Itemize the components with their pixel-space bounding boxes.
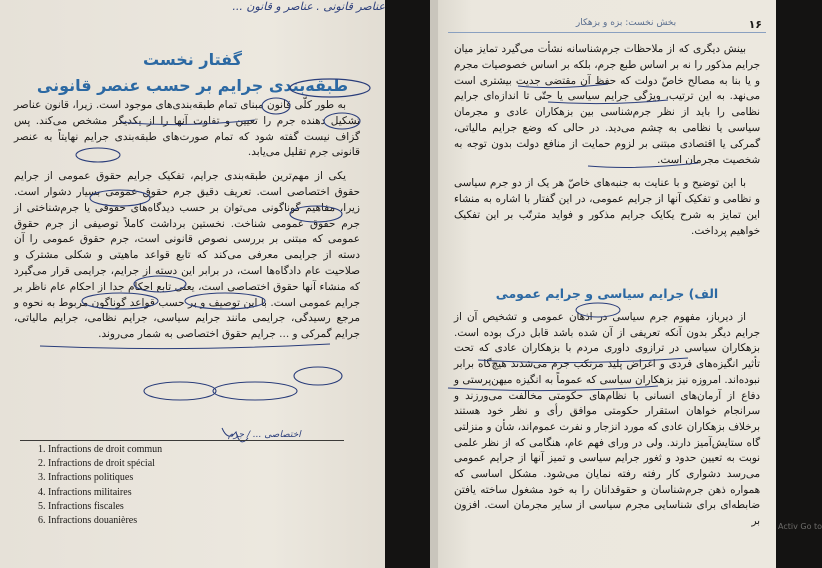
- right-body-text-bottom: [454, 310, 760, 530]
- page-gutter: [430, 0, 438, 568]
- footnote-item: 2. Infractions de droit spécial: [38, 458, 155, 470]
- right-paragraph-1: بینش دیگری که از ملاحظات جرم‌شناسانه نشأت می‌گیرد تمایز میان جرایم مذکور را نه بر اساس طبع جرم، بلکه بر اساس خصوصیات مجرم و یا بنا به مصالح خاصّ دولت که حفظ آن مقتضی جدیت بیشتری است می‌نهد. به این ترتیب، ویژگی جرایم سیاسی یا حتّی تا اندازه‌ای جرایم نظامی را باید از نظر جرم‌شناسی بین بزهکاران عادی و مجرمان سیاسی یا نظامی به چشم می‌دید. در حالی که وضع جرایم مالیاتی، گمرکی یا اقتصادی مبتنی بر لزوم حمایت از منافع دولت بدون توجه به شخصیت مجرمان است.: [454, 43, 760, 166]
- footnote-item: 1. Infractions de droit commun: [38, 444, 163, 455]
- right-paragraph-3: از دیرباز، مفهوم جرم سیاسی در اذهان عمومی و تشخیص آن از جرایم دیگر بدون آنکه تعریفی از آن شده باشد قابل درک بوده است. بزهکاران سیاسی در ترازوی داوری مردم با بزهکاران عادی که تحت تأثیر انگیزه‌های فردی و اغراض پلید مرتکب جرم می‌شدند هیچ‌گاه برابر نبوده‌اند. امروزه نیز بزهکاران سیاسی که عموماً به انگیزه میهن‌پرستی و دفاع از آرمان‌های انسانی با نظام‌های حکومتی مخالفت می‌ورزند و سرانجام خواهان استقرار حکومتی موافق رأی و نظر خود هستند برخلاف بزهکاران عادی که مورد انزجار و نفرت عموم‌اند، شأن و منزلتی گاه ستایش‌آمیز دارند. ولی در ورای فهم عام، هنگامی که از نظر علمی نوبت به تعیین حدود و ثغور جرایم سیاسی و تمیز آنها از جرایم عمومی می‌رسد دشواری کار رفته رفته نمایان می‌شود. مشکل اساسی که همواره ذهن جرم‌شناسان و حقوقدانان را به خود مشغول ساخته یافتن ضابطه‌ای برای شناسایی مجرم سیاسی از سایر مجرمان است. افزون بر: [454, 311, 760, 528]
- header-divider: [448, 32, 766, 33]
- left-paragraph-2: یکی از مهم‌ترین طبقه‌بندی جرایم، تفکیک جرایم حقوق عمومی از جرایم حقوق اختصاصی است. تعریف دقیق جرم حقوق عمومی بسیار دشوار است. زیرا، مفاهیم گوناگونی می‌توان بر حسب دیدگاه‌های حقوقی یا جرم‌شناختی از جرم حقوق عمومی شناخت. نخستین برداشت کاملاً توصیفی از جرم حقوق عمومی که مبتنی بر بررسی نصوص قانونی است، جرم حقوق عمومی را آن دسته از جرایمی معرفی می‌کند که تابع قواعد ماهیتی و شکلی مشترک و صلاحیت عام دادگاه‌ها است، در برابر این دسته از جرایم، جرایمی قرار می‌گیرد که منشاء آنها حقوق اختصاصی است، یعنی تابع احکام جدا از احکام عام ناظر بر جرایم عمومی است. با این توصیف و بر حسب قواعد گوناگون مربوط به نحوه و مرجع رسیدگی، جرایمی مانند جرایم سیاسی، جرایم نظامی، جرایم مالیاتی، جرایم گمرکی و ... جرایم حقوق اختصاصی به شمار می‌روند.: [14, 170, 360, 341]
- left-page: [0, 0, 385, 568]
- right-paragraph-2: با این توضیح و با عنایت به جنبه‌های خاصّ هر یک از دو جرم سیاسی و نظامی و تفکیک آنها از جرایم عمومی، در این گفتار با اشاره به منشاء این تمایز به شرح یکایک جرایم مذکور و فواید مترتّب بر این تفکیک خواهیم پرداخت.: [454, 177, 760, 237]
- handwritten-note: اختصاصی ... / جرم: [228, 430, 301, 440]
- page-number: ۱۶: [748, 18, 762, 31]
- top-handwritten-scrawl: عناصر قانونی . عناصر و قانون ...: [232, 0, 385, 13]
- footnote-item: 6. Infractions douanières: [38, 515, 138, 527]
- footnote-item: 3. Infractions politiques: [38, 472, 134, 484]
- footnote-item: 5. Infractions fiscales: [38, 500, 124, 512]
- footnotes: [38, 443, 238, 528]
- subsection-heading: الف) جرایم سیاسی و جرایم عمومی: [495, 286, 719, 301]
- left-paragraph-1: به طور کلّی قانون مبنای تمام طبقه‌بندی‌های موجود است. زیرا، قانون عناصر تشکیل دهنده جرم را تعیین و تفاوت آنها را از یکدیگر مشخص می‌کند. پس گزاف نیست گفته شود که تمام صورت‌های طبقه‌بندی جرایم نهایتاً به عنصر قانونی جرم تقلیل می‌یابد.: [14, 99, 360, 159]
- activation-watermark: Activ Go to: [778, 522, 822, 531]
- running-head: بخش نخست: بزه و بزهکار: [575, 18, 677, 28]
- left-body-text: [14, 98, 360, 343]
- right-page: [438, 0, 776, 568]
- chapter-title: گفتار نخست: [143, 50, 242, 69]
- right-body-text-top: [454, 42, 760, 240]
- footnote-divider: [20, 440, 344, 441]
- section-title: طبقه‌بندی جرایم بر حسب عنصر قانونی: [36, 76, 349, 95]
- footnote-item: 4. Infractions militaires: [38, 486, 132, 498]
